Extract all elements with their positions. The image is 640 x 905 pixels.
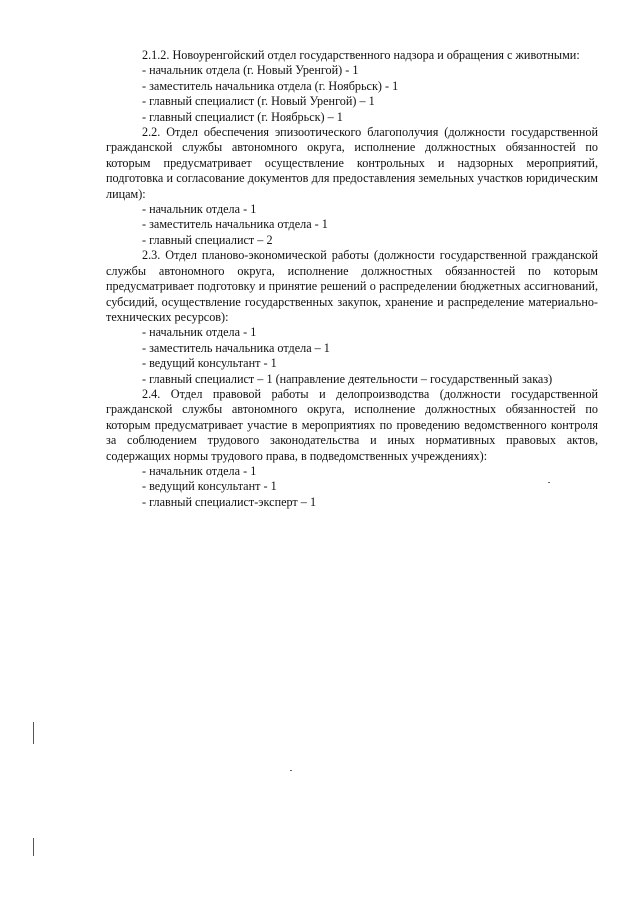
section-heading: 2.4. Отдел правовой работы и делопроизводства (должности государственной гражданской службы автономного округа, исполнение должностных обязанностей по которым предусматривает участие в мероприятиях по проведению ведомственного контроля за соблюдением трудового законодательства и иных нормативных правовых актов, содержащих нормы трудового права, в подведомственных учреждениях): (106, 386, 598, 463)
list-item: - ведущий консультант - 1 (142, 356, 277, 371)
list-item: - ведущий консультант - 1 (142, 479, 277, 494)
scan-speck (290, 770, 292, 771)
list-item: - главный специалист – 1 (направление деятельности – государственный заказ) (142, 371, 553, 386)
list-item: - заместитель начальника отдела – 1 (142, 340, 330, 355)
list-item: - начальник отдела - 1 (142, 202, 257, 217)
list-item: - начальник отдела - 1 (142, 325, 257, 340)
scan-margin-mark (33, 722, 34, 744)
list-item: - главный специалист (г. Ноябрьск) – 1 (142, 109, 343, 124)
scan-margin-mark (33, 838, 34, 856)
list-item: - заместитель начальника отдела (г. Ноябрьск) - 1 (142, 78, 399, 93)
list-item: - заместитель начальника отдела - 1 (142, 217, 328, 232)
section-heading: 2.3. Отдел планово-экономической работы (должности государственной гражданской службы автономного округа, исполнение должностных обязанностей по которым предусматривает подготовку и принятие решений о распределении бюджетных ассигнований, субсидий, осуществление государственных закупок, хранение и распределение материально-технических ресурсов): (106, 248, 598, 324)
list-item: - начальник отдела (г. Новый Уренгой) - 1 (142, 63, 359, 78)
list-item: - главный специалист (г. Новый Уренгой) – 1 (142, 94, 375, 109)
document-body (106, 48, 598, 510)
section-heading: 2.1.2. Новоуренгойский отдел государственного надзора и обращения с животными: (142, 48, 580, 62)
section-heading: 2.2. Отдел обеспечения эпизоотического благополучия (должности государственной гражданской службы автономного округа, исполнение должностных обязанностей по которым предусматривает осуществление контрольных и надзорных мероприятий, подготовка и согласование документов для предоставления земельных участков юридическим лицам): (106, 125, 598, 201)
list-item: - главный специалист – 2 (142, 232, 273, 247)
list-item: - главный специалист-эксперт – 1 (142, 494, 317, 509)
list-item: - начальник отдела - 1 (142, 463, 257, 478)
